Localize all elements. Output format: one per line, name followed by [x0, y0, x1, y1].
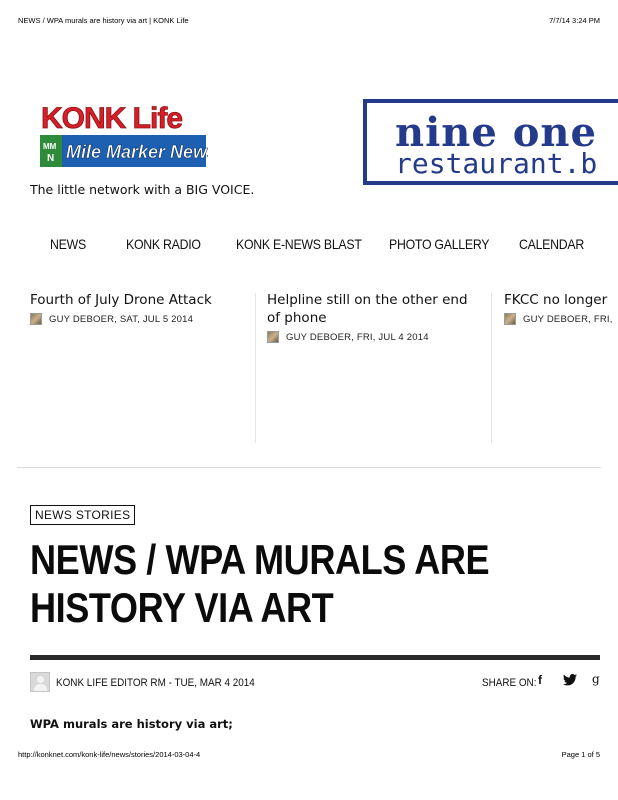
author-thumbnail [30, 313, 42, 325]
author-avatar [30, 672, 50, 692]
facebook-icon[interactable]: f [538, 673, 542, 687]
print-datetime: 7/7/14 3:24 PM [549, 16, 600, 25]
print-url: http://konknet.com/konk-life/news/stories/2014-03-04-4 [18, 750, 201, 759]
print-page-number: Page 1 of 5 [561, 750, 600, 759]
google-plus-icon[interactable]: g [592, 672, 600, 686]
konk-life-logo-graphic [40, 97, 208, 171]
svg-text:MM: MM [43, 142, 57, 151]
teaser-meta: GUY DEBOER, FRI, [523, 314, 613, 325]
svg-text:KONK Life: KONK Life [41, 102, 182, 135]
column-divider [255, 293, 256, 443]
teaser-title[interactable]: FKCC no longer [504, 292, 608, 308]
ad-subline: restaurant.b [395, 147, 598, 180]
ad-headline: nine one [395, 109, 597, 156]
section-divider [17, 467, 601, 468]
nav-item-photo-gallery[interactable]: PHOTO GALLERY [389, 236, 490, 252]
headline-rule [30, 655, 600, 660]
share-label: SHARE ON: [482, 677, 537, 689]
nav-item-konk-enews-blast[interactable]: KONK E-NEWS BLAST [236, 236, 362, 252]
nav-item-news[interactable]: NEWS [50, 236, 86, 252]
article-headline: NEWS / WPA MURALS ARE HISTORY VIA ART [30, 536, 490, 631]
nav-item-calendar[interactable]: CALENDAR [519, 236, 584, 252]
article-lead: WPA murals are history via art; [30, 717, 233, 731]
print-page-title: NEWS / WPA murals are history via art | KONK Life [18, 16, 189, 25]
column-divider [491, 293, 492, 443]
teaser-meta: GUY DEBOER, SAT, JUL 5 2014 [49, 314, 194, 325]
nav-item-konk-radio[interactable]: KONK RADIO [126, 236, 201, 252]
svg-text:Mile Marker News: Mile Marker News [66, 142, 208, 162]
teaser-title[interactable]: Fourth of July Drone Attack [30, 292, 212, 308]
author-thumbnail [504, 313, 516, 325]
svg-text:N: N [47, 153, 55, 164]
author-thumbnail [267, 331, 279, 343]
twitter-icon[interactable] [563, 674, 577, 689]
category-badge[interactable]: NEWS STORIES [30, 505, 135, 525]
site-tagline: The little network with a BIG VOICE. [30, 182, 255, 197]
site-logo[interactable] [40, 97, 208, 171]
advertisement-banner[interactable] [363, 99, 618, 185]
article-byline: KONK LIFE EDITOR RM - TUE, MAR 4 2014 [56, 677, 255, 689]
teaser-title[interactable]: Helpline still on the other end of phone [267, 292, 468, 326]
teaser-meta: GUY DEBOER, FRI, JUL 4 2014 [286, 332, 429, 343]
